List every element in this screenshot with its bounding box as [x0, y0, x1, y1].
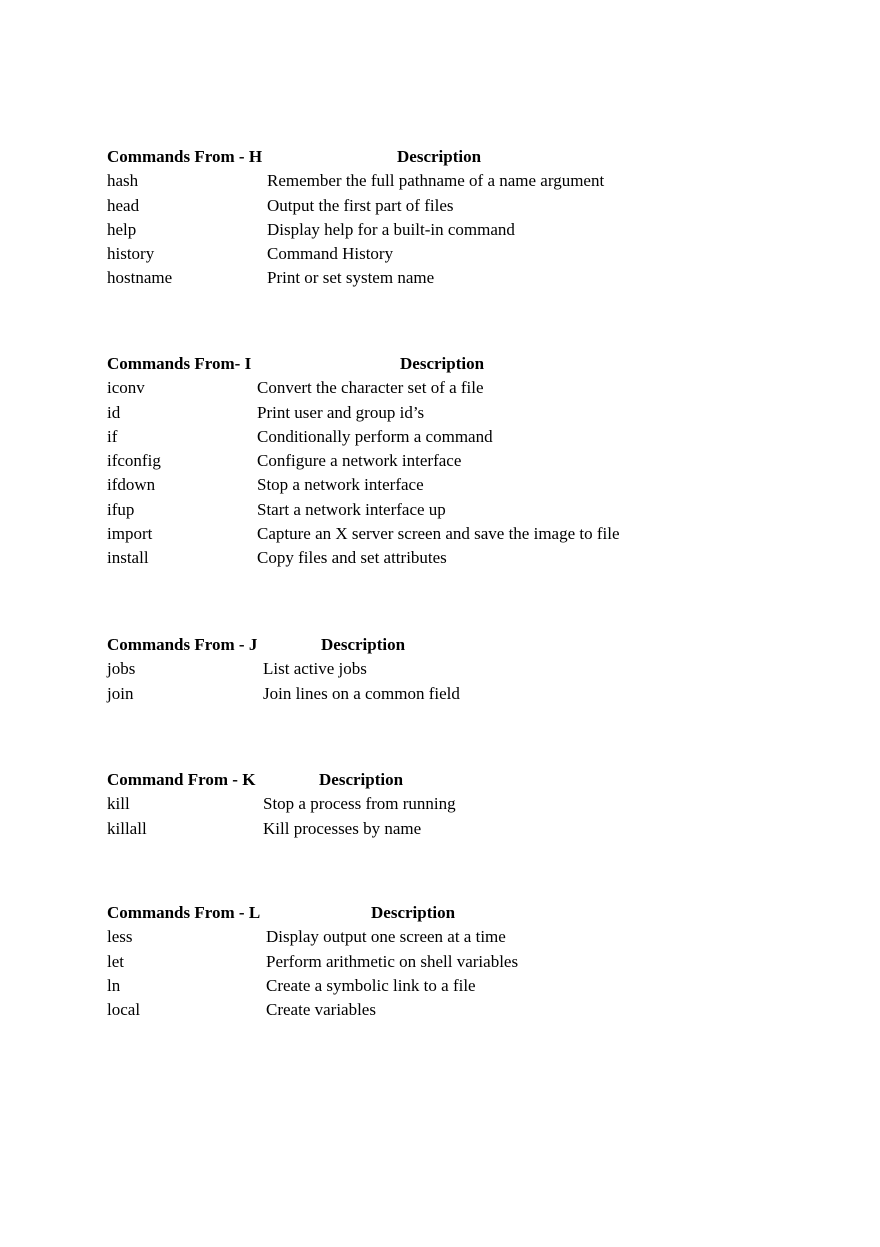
command-description: Print or set system name [267, 268, 435, 288]
command-description: Create a symbolic link to a file [266, 975, 476, 995]
table-row [107, 242, 807, 266]
command-description: Output the first part of files [267, 195, 454, 215]
command-name: let [107, 951, 124, 971]
commands-j-table [107, 633, 807, 706]
table-row [107, 218, 807, 242]
command-description: Print user and group id’s [257, 402, 425, 422]
command-name: if [107, 426, 118, 446]
command-column-header: Commands From - J [107, 635, 258, 654]
table-header [107, 768, 807, 792]
command-description: Display output one screen at a time [266, 927, 506, 947]
description-column-header: Description [371, 903, 456, 922]
table-row [107, 425, 807, 449]
table-row [107, 817, 807, 841]
table-row [107, 546, 807, 570]
command-name: import [107, 524, 153, 544]
table-row [107, 974, 807, 998]
command-name: ifup [107, 499, 135, 519]
command-description: Command History [267, 244, 394, 264]
table-row [107, 473, 807, 497]
table-row [107, 449, 807, 473]
command-column-header: Commands From- I [107, 354, 252, 373]
command-description: Create variables [266, 1000, 376, 1020]
description-column-header: Description [319, 770, 404, 789]
command-description: Kill processes by name [263, 818, 422, 838]
description-column-header: Description [321, 635, 406, 654]
command-description: Capture an X server screen and save the image to file [257, 524, 620, 544]
command-name: join [107, 683, 134, 703]
command-name: id [107, 402, 121, 422]
command-description: Conditionally perform a command [257, 426, 493, 446]
command-name: help [107, 219, 137, 239]
table-row [107, 498, 807, 522]
command-column-header: Commands From - H [107, 147, 263, 166]
command-name: ifconfig [107, 451, 161, 471]
command-name: killall [107, 818, 147, 838]
command-name: jobs [107, 659, 136, 679]
table-row [107, 522, 807, 546]
table-row [107, 169, 807, 193]
command-description: Stop a network interface [257, 475, 424, 495]
command-column-header: Command From - K [107, 770, 256, 789]
command-name: iconv [107, 378, 145, 398]
table-row [107, 657, 807, 681]
command-description: List active jobs [263, 659, 367, 679]
commands-i-table [107, 352, 807, 571]
command-name: hostname [107, 268, 173, 288]
table-row [107, 925, 807, 949]
command-description: Start a network interface up [257, 499, 446, 519]
command-name: hash [107, 171, 139, 191]
command-name: kill [107, 794, 130, 814]
command-description: Stop a process from running [263, 794, 456, 814]
description-column-header: Description [400, 354, 485, 373]
commands-h-table [107, 145, 807, 291]
table-header [107, 352, 807, 376]
description-column-header: Description [397, 147, 482, 166]
table-header [107, 633, 807, 657]
table-row [107, 401, 807, 425]
command-name: head [107, 195, 140, 215]
table-row [107, 266, 807, 290]
command-column-header: Commands From - L [107, 903, 261, 922]
table-header [107, 901, 807, 925]
commands-k-table [107, 768, 807, 841]
table-row [107, 998, 807, 1022]
command-name: local [107, 1000, 141, 1020]
table-row [107, 376, 807, 400]
command-description: Convert the character set of a file [257, 378, 484, 398]
command-name: history [107, 244, 155, 264]
command-description: Display help for a built-in command [267, 219, 515, 239]
command-name: ln [107, 975, 121, 995]
command-name: ifdown [107, 475, 156, 495]
table-row [107, 950, 807, 974]
command-description: Configure a network interface [257, 451, 462, 471]
command-name: less [107, 927, 133, 947]
command-description: Perform arithmetic on shell variables [266, 951, 519, 971]
table-row [107, 682, 807, 706]
command-description: Remember the full pathname of a name argument [267, 171, 605, 191]
table-row [107, 194, 807, 218]
commands-l-table [107, 901, 807, 1022]
table-header [107, 145, 807, 169]
command-description: Join lines on a common field [263, 683, 460, 703]
command-description: Copy files and set attributes [257, 548, 447, 568]
command-name: install [107, 548, 149, 568]
table-row [107, 792, 807, 816]
